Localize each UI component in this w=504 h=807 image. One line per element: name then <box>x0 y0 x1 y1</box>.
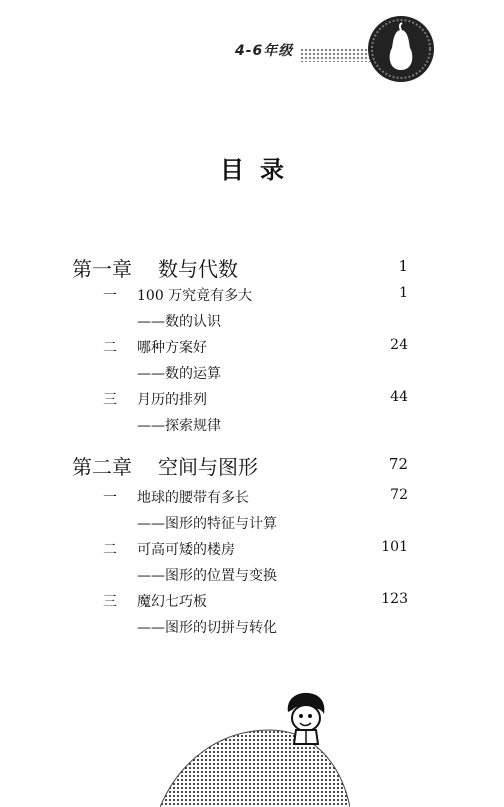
toc-title: 目录 <box>220 156 300 184</box>
section-title: 哪种方案好 <box>137 340 207 356</box>
section-page: 24 <box>390 337 408 353</box>
section-subtitle: ——数的运算 <box>137 366 221 382</box>
section-subtitle-row <box>0 565 504 591</box>
section-title: 可高可矮的楼房 <box>137 542 235 558</box>
section-number: 一 <box>103 288 117 304</box>
chapter-page: 72 <box>388 455 408 473</box>
section-subtitle: ——探索规律 <box>137 418 221 434</box>
section-page: 123 <box>381 591 408 607</box>
grade-label: 4-6年级 <box>235 43 294 59</box>
section-title: 100 万究竟有多大 <box>137 288 253 304</box>
chapter-number: 第一章 <box>72 257 132 281</box>
chapter-title: 数与代数 <box>158 257 238 281</box>
section-title: 地球的腰带有多长 <box>137 490 249 506</box>
section-page: 1 <box>399 285 408 301</box>
chapter-1-row[interactable] <box>0 253 504 279</box>
section-title: 魔幻七巧板 <box>137 594 207 610</box>
section-subtitle-row <box>0 617 504 643</box>
section-subtitle: ——图形的特征与计算 <box>137 516 277 532</box>
cartoon-child-icon <box>282 690 330 746</box>
section-title: 月历的排列 <box>137 392 207 408</box>
section-row[interactable] <box>0 487 504 513</box>
section-subtitle: ——图形的切拼与转化 <box>137 620 277 636</box>
section-page: 72 <box>390 487 408 503</box>
chapter-title: 空间与图形 <box>158 455 258 479</box>
pear-badge-icon <box>366 14 436 84</box>
section-page: 44 <box>390 389 408 405</box>
section-number: 三 <box>103 594 117 610</box>
section-subtitle-row <box>0 513 504 539</box>
section-number: 二 <box>103 340 117 356</box>
section-row[interactable] <box>0 337 504 363</box>
section-subtitle: ——数的认识 <box>137 314 221 330</box>
section-subtitle-row <box>0 363 504 389</box>
section-page: 101 <box>381 539 408 555</box>
section-subtitle: ——图形的位置与变换 <box>137 568 277 584</box>
section-number: 三 <box>103 392 117 408</box>
section-row[interactable] <box>0 539 504 565</box>
section-subtitle-row <box>0 415 504 441</box>
chapter-page: 1 <box>398 257 408 275</box>
section-subtitle-row <box>0 311 504 337</box>
section-row[interactable] <box>0 591 504 617</box>
section-number: 一 <box>103 490 117 506</box>
section-row[interactable] <box>0 285 504 311</box>
section-number: 二 <box>103 542 117 558</box>
chapter-2-row[interactable] <box>0 451 504 477</box>
chapter-number: 第二章 <box>72 455 132 479</box>
section-row[interactable] <box>0 389 504 415</box>
